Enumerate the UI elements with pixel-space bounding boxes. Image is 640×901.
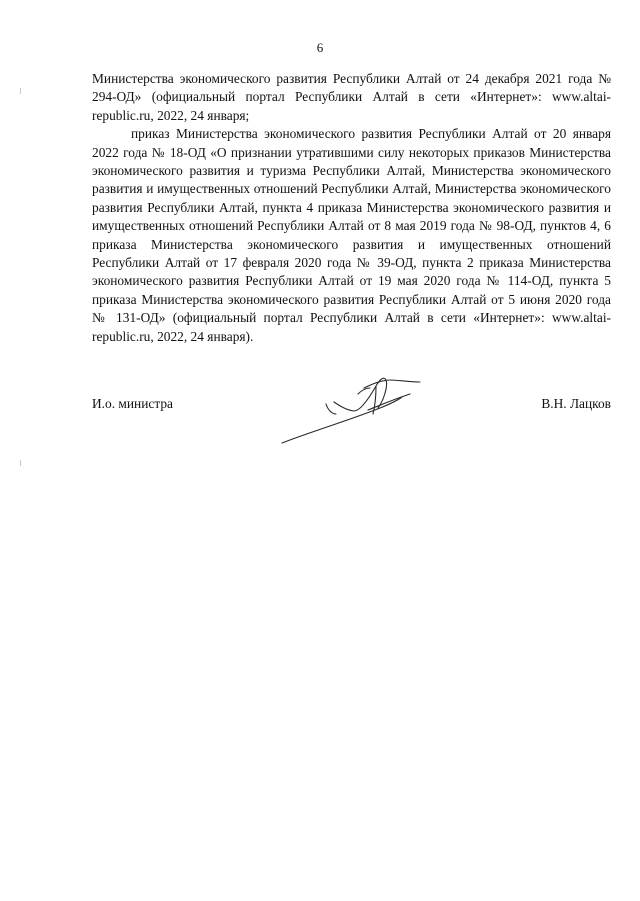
scan-margin-mark — [20, 460, 21, 466]
scan-margin-mark — [20, 88, 21, 94]
page-number: 6 — [316, 40, 324, 55]
signatory-name: В.Н. Лацков — [541, 396, 611, 411]
document-body — [92, 70, 611, 346]
paragraph-continuation: Министерства экономического развития Республики Алтай от 24 декабря 2021 года № 294-ОД» (официальный портал Республики Алтай в сети «Интернет»: www.altai-republic.ru, 2022, 24 января; — [92, 71, 611, 123]
signatory-role: И.о. министра — [92, 396, 173, 411]
handwritten-signature — [280, 370, 430, 450]
paragraph-order: приказ Министерства экономического развития Республики Алтай от 20 января 2022 года № 18-ОД «О признании утратившими силу некоторых приказов Министерства экономического развития и туризма Республики Алтай, Министерства экономического развития и имущественных отношений Республики Алтай, Министерства экономического развития Республики Алтай, пункта 4 приказа Министерства экономического развития и имущественных отношений Республики Алтай от 8 мая 2019 года № 98-ОД, пунктов 4, 6 приказа Министерства экономического развития и имущественных отношений Республики Алтай от 17 февраля 2020 года № 39-ОД, пункта 2 приказа Министерства экономического развития Республики Алтай от 19 мая 2020 года № 114-ОД, пункта 5 приказа Министерства экономического развития Республики Алтай от 5 июня 2020 года № 131-ОД» (официальный портал Республики Алтай в сети «Интернет»: www.altai-republic.ru, 2022, 24 января). — [92, 126, 611, 344]
